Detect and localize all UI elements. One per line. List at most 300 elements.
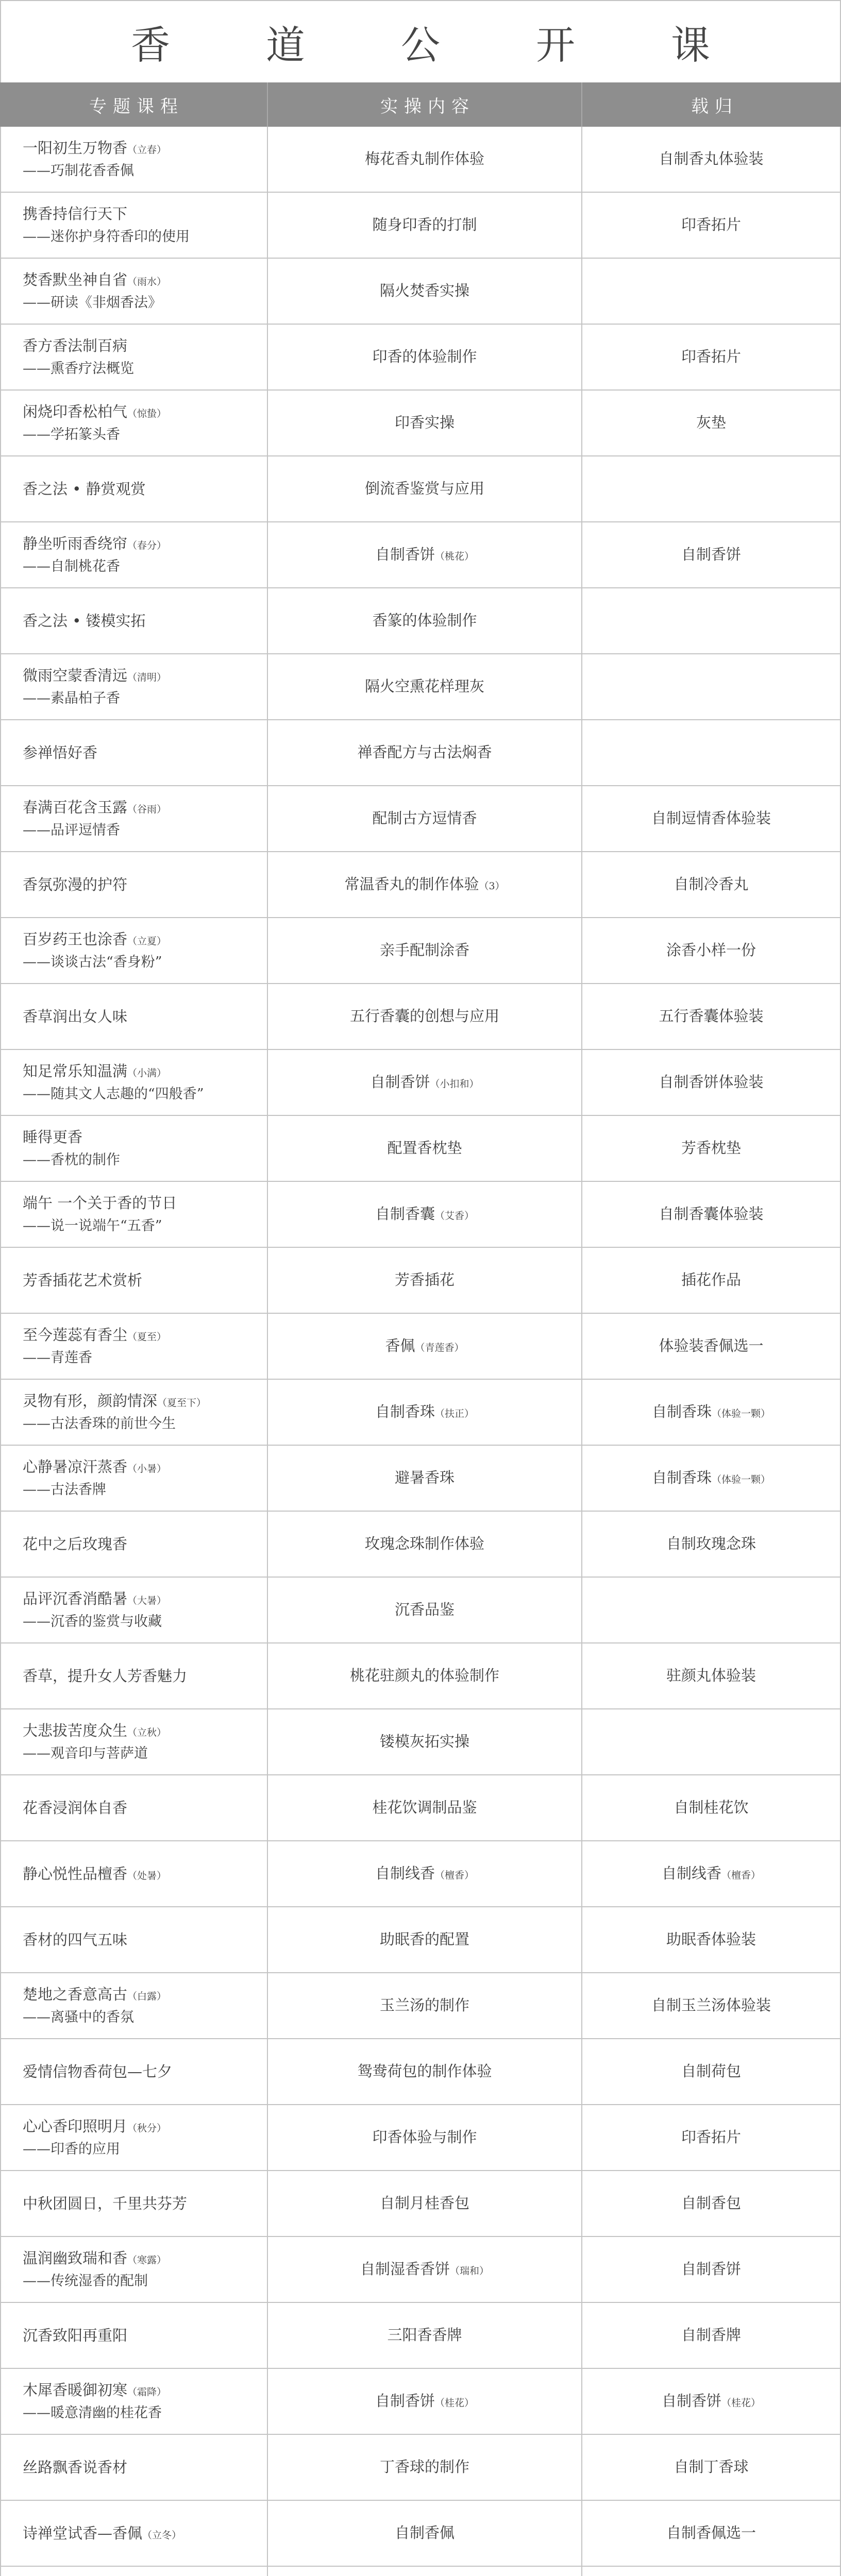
- table-row: [0, 1512, 841, 1578]
- table-row: [0, 984, 841, 1050]
- takeaway-cell: [582, 1775, 840, 1840]
- table-row: [0, 1578, 841, 1643]
- practice-tag: （檀香）: [435, 1870, 475, 1882]
- takeaway-cell: [582, 2105, 840, 2170]
- course-title: 香之法 • 静赏观赏: [23, 480, 146, 498]
- course-cell: [1, 1643, 268, 1708]
- course-subtitle: ——学拓篆头香: [23, 427, 120, 443]
- practice-line: [380, 1930, 469, 1950]
- course-title-line: [23, 875, 127, 894]
- practice-cell: [268, 522, 582, 587]
- practice-text: 三阳香香牌: [387, 2326, 462, 2344]
- takeaway-cell: [582, 325, 840, 389]
- practice-text: 自制香饼: [375, 546, 435, 564]
- course-cell: [1, 1709, 268, 1774]
- takeaway-line: [681, 2260, 741, 2279]
- solar-term-tag: （春分）: [127, 540, 167, 551]
- course-subtitle: ——沉香的鉴赏与收藏: [23, 1614, 162, 1630]
- practice-line: [357, 2062, 492, 2081]
- course-title-line: [23, 1128, 82, 1146]
- practice-text: 五行香囊的创想与应用: [349, 1007, 499, 1025]
- takeaway-cell: [582, 522, 840, 587]
- course-title-line: [23, 1589, 166, 1608]
- course-title: 芳香插花艺术赏析: [23, 1271, 143, 1289]
- course-title-line: [23, 402, 166, 421]
- takeaway-text: 芳香枕垫: [681, 1139, 741, 1157]
- course-subtitle: ——暖意清幽的桂花香: [23, 2405, 162, 2421]
- page-title: 香道公开课: [131, 22, 806, 68]
- course-title: 端午 一个关于香的节日: [23, 1194, 177, 1212]
- table-row: [0, 1709, 841, 1775]
- practice-text: 梅花香丸制作体验: [364, 150, 484, 168]
- practice-line: [395, 2523, 455, 2543]
- takeaway-text: 自制玫瑰念珠: [666, 1535, 756, 1553]
- takeaway-cell: [582, 1446, 840, 1511]
- course-title: 睡得更香: [23, 1128, 83, 1146]
- takeaway-cell: [582, 2039, 840, 2104]
- practice-line: [370, 1073, 479, 1092]
- practice-text: 桂花饮调制品鉴: [372, 1799, 477, 1817]
- takeaway-cell: [582, 1314, 840, 1379]
- takeaway-cell: [582, 127, 840, 192]
- practice-text: 玫瑰念珠制作体验: [364, 1535, 484, 1553]
- takeaway-line: [662, 1864, 761, 1884]
- takeaway-line: [674, 2458, 748, 2477]
- practice-line: [372, 2128, 477, 2147]
- takeaway-text: 自制香珠: [651, 1403, 712, 1421]
- takeaway-line: [659, 1073, 763, 1092]
- takeaway-text: 自制香丸体验装: [659, 150, 764, 168]
- practice-line: [375, 545, 474, 565]
- solar-term-tag: （夏至）: [127, 1331, 167, 1343]
- course-title: 微雨空蒙香清远: [23, 667, 128, 684]
- takeaway-text: 自制香珠: [651, 1469, 712, 1487]
- takeaway-text: 自制冷香丸: [674, 875, 749, 893]
- practice-text: 隔火空熏花样理灰: [364, 677, 484, 696]
- practice-text: 配置香枕垫: [387, 1139, 462, 1157]
- course-title-line: [23, 205, 127, 223]
- course-subtitle: ——研读《非烟香法》: [23, 295, 162, 311]
- course-cell: [1, 325, 268, 389]
- course-cell: [1, 1973, 268, 2038]
- takeaway-cell: [582, 1907, 840, 1972]
- solar-term-tag: （清明）: [127, 672, 167, 683]
- course-title-line: [23, 139, 166, 157]
- course-subtitle: ——素晶柏子香: [23, 690, 120, 707]
- course-cell: [1, 1314, 268, 1379]
- solar-term-tag: （寒露）: [127, 2255, 167, 2266]
- practice-cell: [268, 2105, 582, 2170]
- table-row: [0, 259, 841, 325]
- practice-line: [344, 875, 504, 894]
- takeaway-line: [681, 545, 741, 565]
- practice-tag: （扶正）: [435, 1408, 475, 1420]
- solar-term-tag: （谷雨）: [127, 804, 167, 815]
- takeaway-line: [659, 1007, 763, 1026]
- course-title-line: [23, 534, 166, 553]
- practice-tag: （青莲香）: [415, 1342, 464, 1354]
- course-cell: [1, 2369, 268, 2434]
- practice-cell: [268, 1841, 582, 1906]
- course-title-line: [23, 798, 166, 817]
- takeaway-line: [666, 1534, 756, 1554]
- table-row: [0, 654, 841, 720]
- header-course: 专题课程: [0, 82, 268, 127]
- table-row: [0, 391, 841, 456]
- takeaway-line: [651, 809, 771, 828]
- practice-cell: [268, 1578, 582, 1642]
- takeaway-text: 灰垫: [696, 414, 726, 432]
- course-cell: [1, 2567, 268, 2576]
- course-subtitle: ——随其文人志趣的“四般香”: [23, 1086, 204, 1103]
- practice-cell: [268, 1182, 582, 1247]
- course-title-line: [23, 1392, 206, 1410]
- practice-line: [372, 215, 477, 235]
- table-row: [0, 522, 841, 588]
- practice-line: [380, 281, 469, 301]
- practice-cell: [268, 391, 582, 455]
- course-title-line: [23, 2194, 187, 2213]
- practice-line: [365, 1534, 484, 1554]
- takeaway-cell: [582, 259, 840, 324]
- practice-text: 自制月桂香包: [379, 2194, 469, 2212]
- course-title-line: [23, 2117, 166, 2136]
- practice-line: [372, 611, 477, 631]
- solar-term-tag: （雨水）: [127, 276, 167, 287]
- course-title-line: [23, 2381, 166, 2399]
- takeaway-cell: [582, 2369, 840, 2434]
- solar-term-tag: （大暑）: [127, 1595, 167, 1606]
- course-title-line: [23, 336, 127, 355]
- solar-term-tag: （立夏）: [127, 936, 167, 947]
- course-subtitle: ——自制桃花香: [23, 558, 120, 575]
- solar-term-tag: （小满）: [127, 1067, 167, 1079]
- table-row: [0, 1907, 841, 1973]
- solar-term-tag: （惊蛰）: [127, 408, 167, 419]
- course-cell: [1, 2171, 268, 2236]
- takeaway-line: [666, 941, 756, 960]
- practice-cell: [268, 2501, 582, 2566]
- course-cell: [1, 852, 268, 917]
- course-title-line: [23, 480, 146, 498]
- course-subtitle: ——迷你护身符香印的使用: [23, 229, 190, 245]
- solar-term-tag: （秋分）: [127, 2123, 167, 2134]
- header-takeaway: 载归: [691, 96, 738, 117]
- course-subtitle: ——古法香珠的前世今生: [23, 1416, 176, 1432]
- takeaway-cell: [582, 1116, 840, 1181]
- course-title-line: [23, 1721, 166, 1740]
- takeaway-cell: [582, 1643, 840, 1708]
- solar-term-tag: （立春）: [127, 144, 167, 156]
- course-cell: [1, 1512, 268, 1577]
- practice-cell: [268, 325, 582, 389]
- course-subtitle: ——说一说端午“五香”: [23, 1218, 162, 1234]
- course-cell: [1, 1380, 268, 1445]
- course-title: 一阳初生万物香: [23, 139, 128, 157]
- practice-cell: [268, 654, 582, 719]
- takeaway-cell: [582, 1841, 840, 1906]
- practice-tag: （桃花）: [435, 551, 475, 563]
- takeaway-text: 自制玉兰汤体验装: [651, 1996, 771, 2014]
- solar-term-tag: （立冬）: [142, 2529, 182, 2541]
- practice-text: 玉兰汤的制作: [379, 1996, 469, 2014]
- practice-line: [357, 743, 492, 762]
- practice-line: [395, 1468, 455, 1488]
- practice-line: [375, 1864, 474, 1884]
- practice-text: 亲手配制涂香: [379, 941, 469, 959]
- course-cell: [1, 2501, 268, 2566]
- course-title: 香材的四气五味: [23, 1930, 128, 1948]
- course-title: 灵物有形，颜韵情深: [23, 1392, 158, 1410]
- course-subtitle: ——传统湿香的配制: [23, 2273, 148, 2290]
- practice-text: 自制香饼: [375, 2392, 435, 2410]
- table-row: [0, 1050, 841, 1116]
- table-row: [0, 786, 841, 852]
- course-title: 百岁药王也涂香: [23, 930, 128, 948]
- course-title-line: [23, 1458, 166, 1476]
- course-subtitle: ——谈谈古法“香身粉”: [23, 954, 162, 971]
- practice-line: [350, 1666, 499, 1686]
- solar-term-tag: （夏至下）: [157, 1397, 207, 1409]
- table-row: [0, 1182, 841, 1248]
- course-title: 香之法 • 镂模实拓: [23, 612, 146, 630]
- practice-cell: [268, 2369, 582, 2434]
- course-title: 诗禅堂试香—香佩: [23, 2524, 143, 2542]
- course-title-line: [23, 1930, 127, 1949]
- course-cell: [1, 2105, 268, 2170]
- course-cell: [1, 984, 268, 1049]
- course-title-line: [23, 1007, 127, 1026]
- course-cell: [1, 2435, 268, 2500]
- practice-tag: （小扣和）: [430, 1078, 479, 1090]
- course-cell: [1, 588, 268, 653]
- solar-term-tag: （小暑）: [127, 1463, 167, 1475]
- solar-term-tag: （立秋）: [127, 1727, 167, 1738]
- practice-text: 印香的体验制作: [372, 348, 477, 366]
- practice-text: 配制古方逗情香: [372, 809, 477, 827]
- practice-line: [365, 677, 484, 697]
- course-title: 心心香印照明月: [23, 2117, 128, 2135]
- takeaway-line: [681, 2326, 741, 2345]
- course-cell: [1, 1116, 268, 1181]
- takeaway-cell: [582, 1050, 840, 1115]
- practice-text: 助眠香的配置: [379, 1930, 469, 1948]
- takeaway-tag: （体验一颗）: [712, 1474, 771, 1486]
- table-row: [0, 1116, 841, 1182]
- practice-cell: [268, 1973, 582, 2038]
- practice-line: [372, 809, 477, 828]
- table-row: [0, 1380, 841, 1446]
- course-subtitle: ——巧制花香香佩: [23, 163, 134, 179]
- takeaway-line: [666, 2523, 756, 2543]
- course-cell: [1, 1248, 268, 1313]
- takeaway-cell: [582, 984, 840, 1049]
- course-cell: [1, 1775, 268, 1840]
- table-row: [0, 2435, 841, 2501]
- takeaway-cell: [582, 2171, 840, 2236]
- practice-line: [380, 2194, 469, 2213]
- course-cell: [1, 1446, 268, 1511]
- course-title-line: [23, 1271, 142, 1290]
- practice-cell: [268, 193, 582, 258]
- course-title: 爱情信物香荷包—七夕: [23, 2062, 173, 2080]
- course-title: 心静暑凉汗蒸香: [23, 1458, 128, 1476]
- practice-text: 镂模灰拓实操: [379, 1733, 469, 1751]
- course-title-line: [23, 2524, 181, 2543]
- solar-term-tag: （白露）: [127, 1991, 167, 2002]
- takeaway-cell: [582, 2567, 840, 2576]
- course-title: 闲烧印香松柏气: [23, 403, 128, 420]
- practice-cell: [268, 456, 582, 521]
- table-row: [0, 325, 841, 391]
- takeaway-tag: （体验一颗）: [712, 1408, 771, 1420]
- practice-cell: [268, 852, 582, 917]
- course-title: 香氛弥漫的护符: [23, 875, 128, 893]
- table-row: [0, 1446, 841, 1512]
- course-title: 丝路飘香说香材: [23, 2458, 128, 2476]
- takeaway-text: 自制香饼: [681, 546, 741, 564]
- table-header: [0, 82, 841, 127]
- course-title-line: [23, 1667, 187, 1685]
- takeaway-text: 自制荷包: [681, 2062, 741, 2080]
- course-title-line: [23, 270, 166, 289]
- course-cell: [1, 1578, 268, 1642]
- practice-line: [395, 1270, 455, 1290]
- practice-cell: [268, 1116, 582, 1181]
- course-cell: [1, 1050, 268, 1115]
- course-cell: [1, 2237, 268, 2302]
- table-row: [0, 1643, 841, 1709]
- practice-text: 禅香配方与古法焖香: [357, 743, 492, 761]
- takeaway-cell: [582, 1709, 840, 1774]
- practice-text: 常温香丸的制作体验: [344, 875, 479, 893]
- practice-text: 自制香佩: [394, 2524, 455, 2542]
- practice-cell: [268, 1907, 582, 1972]
- practice-cell: [268, 1380, 582, 1445]
- practice-cell: [268, 984, 582, 1049]
- takeaway-cell: [582, 391, 840, 455]
- takeaway-line: [681, 2194, 741, 2213]
- takeaway-line: [659, 1336, 763, 1356]
- takeaway-cell: [582, 1182, 840, 1247]
- takeaway-line: [666, 1930, 756, 1950]
- practice-line: [380, 1732, 469, 1752]
- takeaway-cell: [582, 720, 840, 785]
- course-title-line: [23, 1535, 127, 1553]
- practice-tag: （艾香）: [435, 1210, 475, 1222]
- takeaway-line: [666, 1666, 756, 1686]
- takeaway-cell: [582, 654, 840, 719]
- header-practice: 实操内容: [268, 82, 582, 127]
- practice-cell: [268, 2237, 582, 2302]
- practice-cell: [268, 720, 582, 785]
- takeaway-text: 自制香牌: [681, 2326, 741, 2344]
- takeaway-cell: [582, 2435, 840, 2500]
- table-body: [0, 127, 841, 2576]
- takeaway-text: 涂香小样一份: [666, 941, 756, 959]
- practice-text: 自制香囊: [375, 1205, 435, 1223]
- takeaway-line: [659, 1205, 763, 1224]
- course-subtitle: ——离骚中的香氛: [23, 2009, 134, 2026]
- course-cell: [1, 391, 268, 455]
- course-cell: [1, 2039, 268, 2104]
- practice-text: 鸳鸯荷包的制作体验: [357, 2062, 492, 2080]
- takeaway-cell: [582, 852, 840, 917]
- takeaway-cell: [582, 456, 840, 521]
- practice-line: [395, 413, 455, 433]
- course-cell: [1, 193, 268, 258]
- course-title: 沉香致阳再重阳: [23, 2326, 128, 2344]
- practice-line: [375, 1205, 474, 1224]
- takeaway-cell: [582, 1578, 840, 1642]
- takeaway-text: 自制香饼: [661, 2392, 721, 2410]
- takeaway-text: 驻颜丸体验装: [666, 1667, 756, 1685]
- table-row: [0, 2369, 841, 2435]
- takeaway-cell: [582, 1512, 840, 1577]
- course-title: 静心悦性品檀香: [23, 1865, 128, 1883]
- takeaway-line: [681, 2062, 741, 2081]
- takeaway-line: [681, 215, 741, 235]
- course-cell: [1, 522, 268, 587]
- table-row: [0, 918, 841, 984]
- table-row: [0, 1314, 841, 1380]
- course-title-line: [23, 666, 166, 685]
- course-title-line: [23, 1194, 177, 1212]
- practice-text: 香佩: [385, 1337, 415, 1355]
- practice-cell: [268, 2039, 582, 2104]
- takeaway-text: 插花作品: [681, 1271, 741, 1289]
- practice-cell: [268, 1050, 582, 1115]
- course-title-line: [23, 1799, 127, 1817]
- practice-cell: [268, 2567, 582, 2576]
- course-title: 香草，提升女人芳香魅力: [23, 1667, 188, 1685]
- course-subtitle: ——品评逗情香: [23, 822, 120, 839]
- practice-text: 印香实操: [394, 414, 455, 432]
- practice-text: 丁香球的制作: [379, 2458, 469, 2476]
- practice-line: [375, 1402, 474, 1422]
- practice-cell: [268, 1314, 582, 1379]
- course-cell: [1, 1182, 268, 1247]
- practice-text: 自制香珠: [375, 1403, 435, 1421]
- course-title: 香草润出女人味: [23, 1007, 128, 1025]
- takeaway-line: [674, 1798, 748, 1818]
- table-row: [0, 127, 841, 193]
- practice-line: [380, 941, 469, 960]
- table-row: [0, 2501, 841, 2567]
- course-cell: [1, 1841, 268, 1906]
- course-title: 春满百花含玉露: [23, 799, 128, 816]
- table-row: [0, 2171, 841, 2237]
- practice-cell: [268, 2171, 582, 2236]
- practice-line: [387, 2326, 462, 2345]
- table-row: [0, 456, 841, 522]
- page-title-block: [0, 0, 841, 82]
- course-cell: [1, 456, 268, 521]
- course-cell: [1, 259, 268, 324]
- course-title-line: [23, 1985, 166, 2004]
- practice-tag: （瑞和）: [450, 2265, 490, 2277]
- table-row: [0, 2039, 841, 2105]
- practice-text: 沉香品鉴: [394, 1601, 455, 1619]
- takeaway-cell: [582, 786, 840, 851]
- practice-line: [365, 149, 484, 169]
- table-row: [0, 1841, 841, 1907]
- course-cell: [1, 786, 268, 851]
- takeaway-text: 自制香囊体验装: [659, 1205, 764, 1223]
- course-title: 香方香法制百病: [23, 337, 128, 354]
- takeaway-line: [652, 1468, 770, 1488]
- practice-text: 避暑香珠: [394, 1469, 455, 1487]
